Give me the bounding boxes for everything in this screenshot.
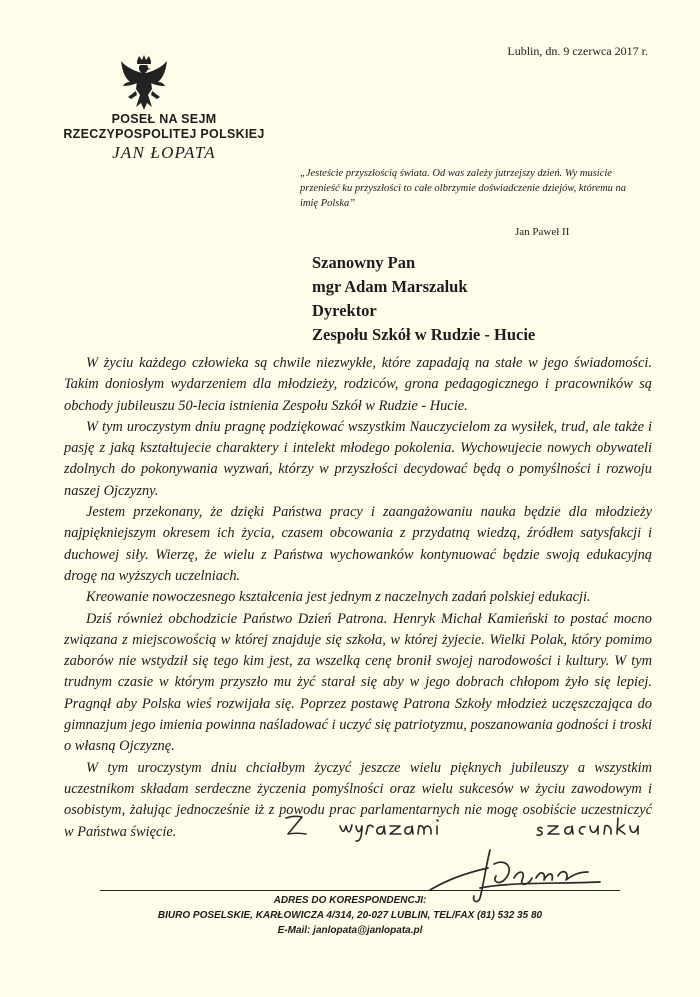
body-paragraph: Kreowanie nowoczesnego kształcenia jest jednym z naczelnych zadań polskiej edukacji. <box>86 589 591 606</box>
header-title-line2: RZECZYPOSPOLITEJ POLSKIEJ <box>63 127 265 141</box>
addressee-institution: Zespołu Szkół w Rudzie - Hucie <box>312 325 536 344</box>
body-paragraph: W życiu każdego człowieka są chwile niezwykłe, które zapadają na stałe w jego świadomości. Takim doniosłym wydarzeniem dla młodzieży, rodziców, grona pedagogicznego i pracowników są obchody jubileuszu 50-lecia istnienia Zespołu Szkół w Rudzie - Hucie. <box>64 355 652 414</box>
letter-date: Lublin, dn. 9 czerwca 2017 r. <box>507 44 648 58</box>
body-paragraph: W tym uroczystym dniu pragnę podziękować wszystkim Nauczycielom za wysiłek, trud, ale także i pasję z jaką kształtujecie charaktery i intelekt młodego pokolenia. Wychowujecie nowych obywateli zdolnych do pokonywania wyzwań, którzy w przyszłości decydować będą o pomyślności i rozwoju naszej Ojczyzny. <box>64 418 652 499</box>
addressee-position: Dyrektor <box>312 301 377 320</box>
body-paragraph: Jestem przekonany, że dzięki Państwa pracy i zaangażowaniu nauka będzie dla młodzieży najpiękniejszym okresem ich życia, czasem obcowania z przydatną wiedzą, źródłem satysfakcji i duchowej siły. Wierzę, że wielu z Państwa wychowanków kontynuować będzie swoją edukacyjną drogę na wyższych uczelniach. <box>64 504 652 584</box>
footer-address-label: ADRES DO KORESPONDENCJI: <box>273 895 427 906</box>
footer-divider <box>100 890 620 891</box>
polish-eagle-icon <box>118 55 170 113</box>
header-title-line1: POSEŁ NA SEJM <box>111 112 217 126</box>
addressee-salutation: Szanowny Pan <box>312 253 416 272</box>
epigraph-quote: „Jesteście przyszłością świata. Od was zależy jutrzejszy dzień. Wy musicie przenieść ku przyszłości to całe olbrzymie doświadczenie dziejów, któremu na imię Polska” <box>300 168 627 209</box>
footer-office-address: BIURO POSELSKIE, KARŁOWICZA 4/314, 20-027 LUBLIN, TEL/FAX (81) 532 35 80 <box>157 910 543 921</box>
header-sender-name: JAN ŁOPATA <box>112 143 216 162</box>
epigraph-author: Jan Paweł II <box>515 226 570 238</box>
body-paragraph: W tym uroczystym dniu chciałbym życzyć jeszcze wielu pięknych jubileuszy a wszystkim uczestnikom składam serdeczne życzenia pomyślności oraz wielu sukcesów w życiu zawodowym i osobistym, żałując jednocześnie iż z powodu prac parlamentarnych nie mogę osobiście uczestniczyć w Państwa święcie. <box>64 759 652 840</box>
addressee-name: mgr Adam Marszaluk <box>312 277 468 296</box>
letter-body <box>64 353 652 843</box>
body-paragraph: Dziś również obchodzicie Państwo Dzień Patrona. Henryk Michał Kamieński to postać mocno związana z miejscowością w której znajduje się szkoła, w której żyjecie. Wielki Polak, który pomimo zaborów nie wstydził się tego kim jest, za wszelką cenę bronił swojej narodowości i kultury. W tym trudnym czasie w którym przyszło mu żyć starał się aby w jego dobrach chłopom żyło się lepiej. Pragnął aby Polska wieś rozwijała się. Poprzez postawę Patrona Szkoły młodzież uczęszczająca do gimnazjum jego imienia powinna naśladować i uczyć się patriotyzmu, poszanowania godności i troski o własną Ojczyznę. <box>64 610 652 755</box>
footer-email: E-Mail: janlopata@janlopata.pl <box>277 925 423 936</box>
